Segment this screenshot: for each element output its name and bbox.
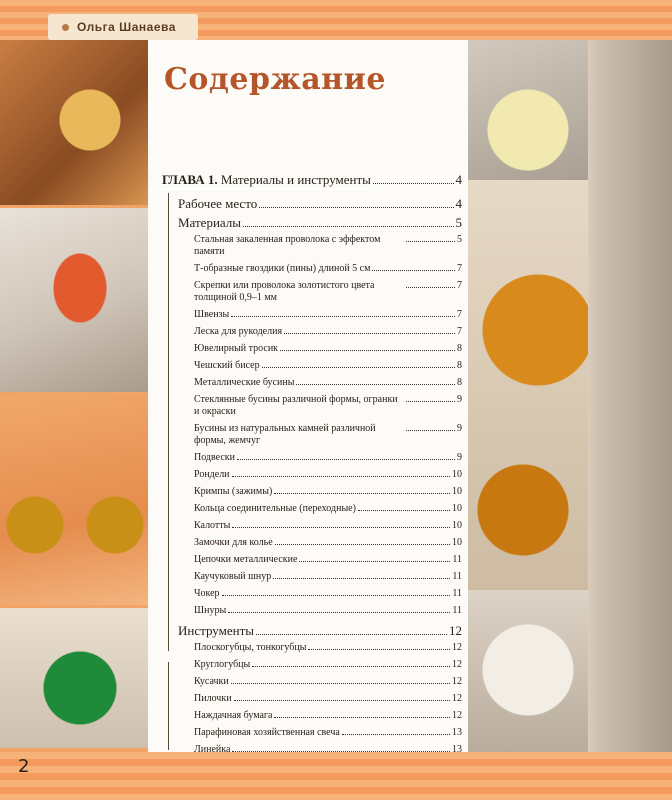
- entry-title: Наждачная бумага: [194, 710, 273, 721]
- page-ref: 13: [452, 727, 462, 738]
- entry-title: Стеклянные бусины различной формы, огранки и окраски: [194, 394, 398, 417]
- entry-title: Кольца соединительные (переходные): [194, 503, 356, 514]
- page-ref: 10: [452, 520, 462, 531]
- leader-dots: [259, 207, 453, 208]
- page-ref: 8: [457, 377, 462, 388]
- toc-entry[interactable]: [162, 693, 462, 705]
- entry-title: Цепочки металлические: [194, 554, 298, 565]
- toc-entry[interactable]: [162, 642, 462, 654]
- leader-dots: [373, 183, 454, 184]
- leader-dots: [372, 270, 455, 271]
- entry-title: Линейка: [194, 744, 231, 755]
- leader-dots: [232, 476, 450, 477]
- leader-dots: [252, 666, 450, 667]
- leader-dots: [284, 333, 455, 334]
- entry-title: Замочки для колье: [194, 537, 273, 548]
- beads-photo: [0, 40, 148, 205]
- page-ref: 5: [455, 215, 462, 230]
- entry-title: Каучуковый шнур: [194, 571, 272, 582]
- entry-title: Кримпы (зажимы): [194, 486, 273, 497]
- contents-page: [148, 40, 468, 755]
- beads-photo: [0, 208, 148, 392]
- materials-list: [162, 234, 462, 617]
- toc-entry[interactable]: [162, 537, 462, 549]
- page-ref: 9: [457, 452, 462, 463]
- leader-dots: [231, 683, 450, 684]
- page-ref: 11: [452, 571, 462, 582]
- toc-entry[interactable]: [162, 423, 462, 447]
- entry-title: Металлические бусины: [194, 377, 295, 388]
- page-ref: 4: [455, 196, 462, 211]
- entry-title: Пилочки: [194, 693, 232, 704]
- earrings-photo: [0, 395, 148, 605]
- toc-entry[interactable]: [162, 571, 462, 583]
- toc-entry[interactable]: [162, 343, 462, 355]
- page-ref: 11: [452, 605, 462, 616]
- leader-dots: [274, 717, 450, 718]
- amber-beads-photo: [468, 180, 588, 590]
- toc-entry[interactable]: [162, 394, 462, 418]
- page-ref: 11: [452, 588, 462, 599]
- chapter-number: ГЛАВА 1.: [162, 172, 218, 187]
- toc-entry[interactable]: [162, 727, 462, 739]
- leader-dots: [243, 226, 453, 227]
- page-ref: 10: [452, 503, 462, 514]
- leader-dots: [274, 493, 450, 494]
- page-ref: 7: [457, 263, 462, 274]
- page-ref: 8: [457, 360, 462, 371]
- leader-dots: [232, 751, 450, 752]
- toc-entry[interactable]: [162, 309, 462, 321]
- leader-dots: [299, 561, 450, 562]
- entry-title: Леска для рукоделия: [194, 326, 283, 337]
- leader-dots: [262, 367, 455, 368]
- beads-photo: [468, 40, 588, 180]
- toc-entry[interactable]: [162, 659, 462, 671]
- page-ref: 12: [452, 693, 462, 704]
- toc-entry[interactable]: [162, 503, 462, 515]
- bullet-icon: [62, 24, 69, 31]
- page-ref: 12: [452, 659, 462, 670]
- table-of-contents: [162, 172, 462, 761]
- entry-title: Плоскогубцы, тонкогубцы: [194, 642, 307, 653]
- entry-title: Парафиновая хозяйственная свеча: [194, 727, 340, 738]
- bracelet-photo: [468, 590, 588, 752]
- leader-dots: [280, 350, 455, 351]
- next-page-edge: [575, 40, 672, 752]
- page-ref: 11: [452, 554, 462, 565]
- entry-title: Шнуры: [194, 605, 227, 616]
- page-ref: 4: [455, 172, 462, 187]
- leader-dots: [237, 459, 455, 460]
- entry-title: Скрепки или проволока золотистого цвета толщиной 0,9–1 мм: [194, 280, 375, 303]
- page-ref: 7: [457, 326, 462, 337]
- page-ref: 12: [452, 676, 462, 687]
- entry-title: Швензы: [194, 309, 230, 320]
- leader-dots: [232, 527, 450, 528]
- leader-dots: [228, 612, 450, 613]
- toc-entry[interactable]: [162, 520, 462, 532]
- page-ref: 12: [449, 623, 462, 638]
- entry-title: Чокер: [194, 588, 220, 599]
- page-ref: 9: [457, 423, 462, 434]
- page-ref: 12: [452, 710, 462, 721]
- leader-dots: [256, 634, 447, 635]
- chapter-title: Материалы и инструменты: [217, 172, 371, 187]
- section-title: Инструменты: [178, 623, 254, 638]
- leader-dots: [234, 700, 450, 701]
- leader-dots: [308, 649, 450, 650]
- toc-entry[interactable]: [162, 263, 462, 275]
- toc-section-materials[interactable]: [162, 215, 462, 231]
- toc-entry[interactable]: [162, 377, 462, 389]
- page-title: Содержание: [164, 62, 386, 97]
- toc-entry[interactable]: [162, 710, 462, 722]
- toc-entry[interactable]: [162, 588, 462, 600]
- toc-entry[interactable]: [162, 676, 462, 688]
- green-bead-photo: [0, 608, 148, 748]
- page-ref: 7: [457, 280, 462, 291]
- leader-dots: [406, 241, 455, 242]
- toc-entry[interactable]: [162, 360, 462, 372]
- leader-dots: [231, 316, 455, 317]
- entry-title: Калотты: [194, 520, 231, 531]
- section-title: Рабочее место: [178, 196, 258, 211]
- entry-title: Чешский бисер: [194, 360, 260, 371]
- toc-entry[interactable]: [162, 486, 462, 498]
- toc-section-tools[interactable]: [162, 623, 462, 639]
- tools-list: [162, 642, 462, 756]
- page-ref: 5: [457, 234, 462, 245]
- leader-dots: [406, 287, 455, 288]
- author-header: [48, 14, 198, 40]
- entry-title: Кусачки: [194, 676, 229, 687]
- entry-title: Бусины из натуральных камней различной формы, жемчуг: [194, 423, 376, 446]
- entry-title: Т-образные гвоздики (пины) длиной 5 см: [194, 263, 371, 274]
- leader-dots: [406, 430, 455, 431]
- page-ref: 10: [452, 486, 462, 497]
- page-ref: 10: [452, 469, 462, 480]
- leader-dots: [358, 510, 450, 511]
- toc-entry[interactable]: [162, 280, 462, 304]
- left-photo-column: [0, 40, 148, 748]
- entry-title: Подвески: [194, 452, 236, 463]
- toc-entry[interactable]: [162, 744, 462, 756]
- leader-dots: [342, 734, 450, 735]
- leader-dots: [296, 384, 455, 385]
- toc-section-workplace[interactable]: [162, 196, 462, 212]
- toc-entry[interactable]: [162, 605, 462, 617]
- page-ref: 12: [452, 642, 462, 653]
- page-ref: 10: [452, 537, 462, 548]
- section-title: Материалы: [178, 215, 242, 230]
- leader-dots: [275, 544, 450, 545]
- page-number: 2: [18, 756, 30, 777]
- entry-title: Рондели: [194, 469, 230, 480]
- entry-title: Ювелирный тросик: [194, 343, 279, 354]
- toc-chapter[interactable]: [162, 172, 462, 190]
- page-ref: 13: [452, 744, 462, 755]
- page-ref: 9: [457, 394, 462, 405]
- page-ref: 8: [457, 343, 462, 354]
- toc-entry[interactable]: [162, 234, 462, 258]
- entry-title: Круглогубцы: [194, 659, 251, 670]
- leader-dots: [406, 401, 455, 402]
- toc-entry[interactable]: [162, 326, 462, 338]
- leader-dots: [222, 595, 451, 596]
- toc-entry[interactable]: [162, 469, 462, 481]
- entry-title: Стальная закаленная проволока с эффектом памяти: [194, 234, 381, 257]
- leader-dots: [273, 578, 450, 579]
- toc-entry[interactable]: [162, 554, 462, 566]
- author-name: Ольга Шанаева: [77, 20, 176, 34]
- toc-entry[interactable]: [162, 452, 462, 464]
- page-ref: 7: [457, 309, 462, 320]
